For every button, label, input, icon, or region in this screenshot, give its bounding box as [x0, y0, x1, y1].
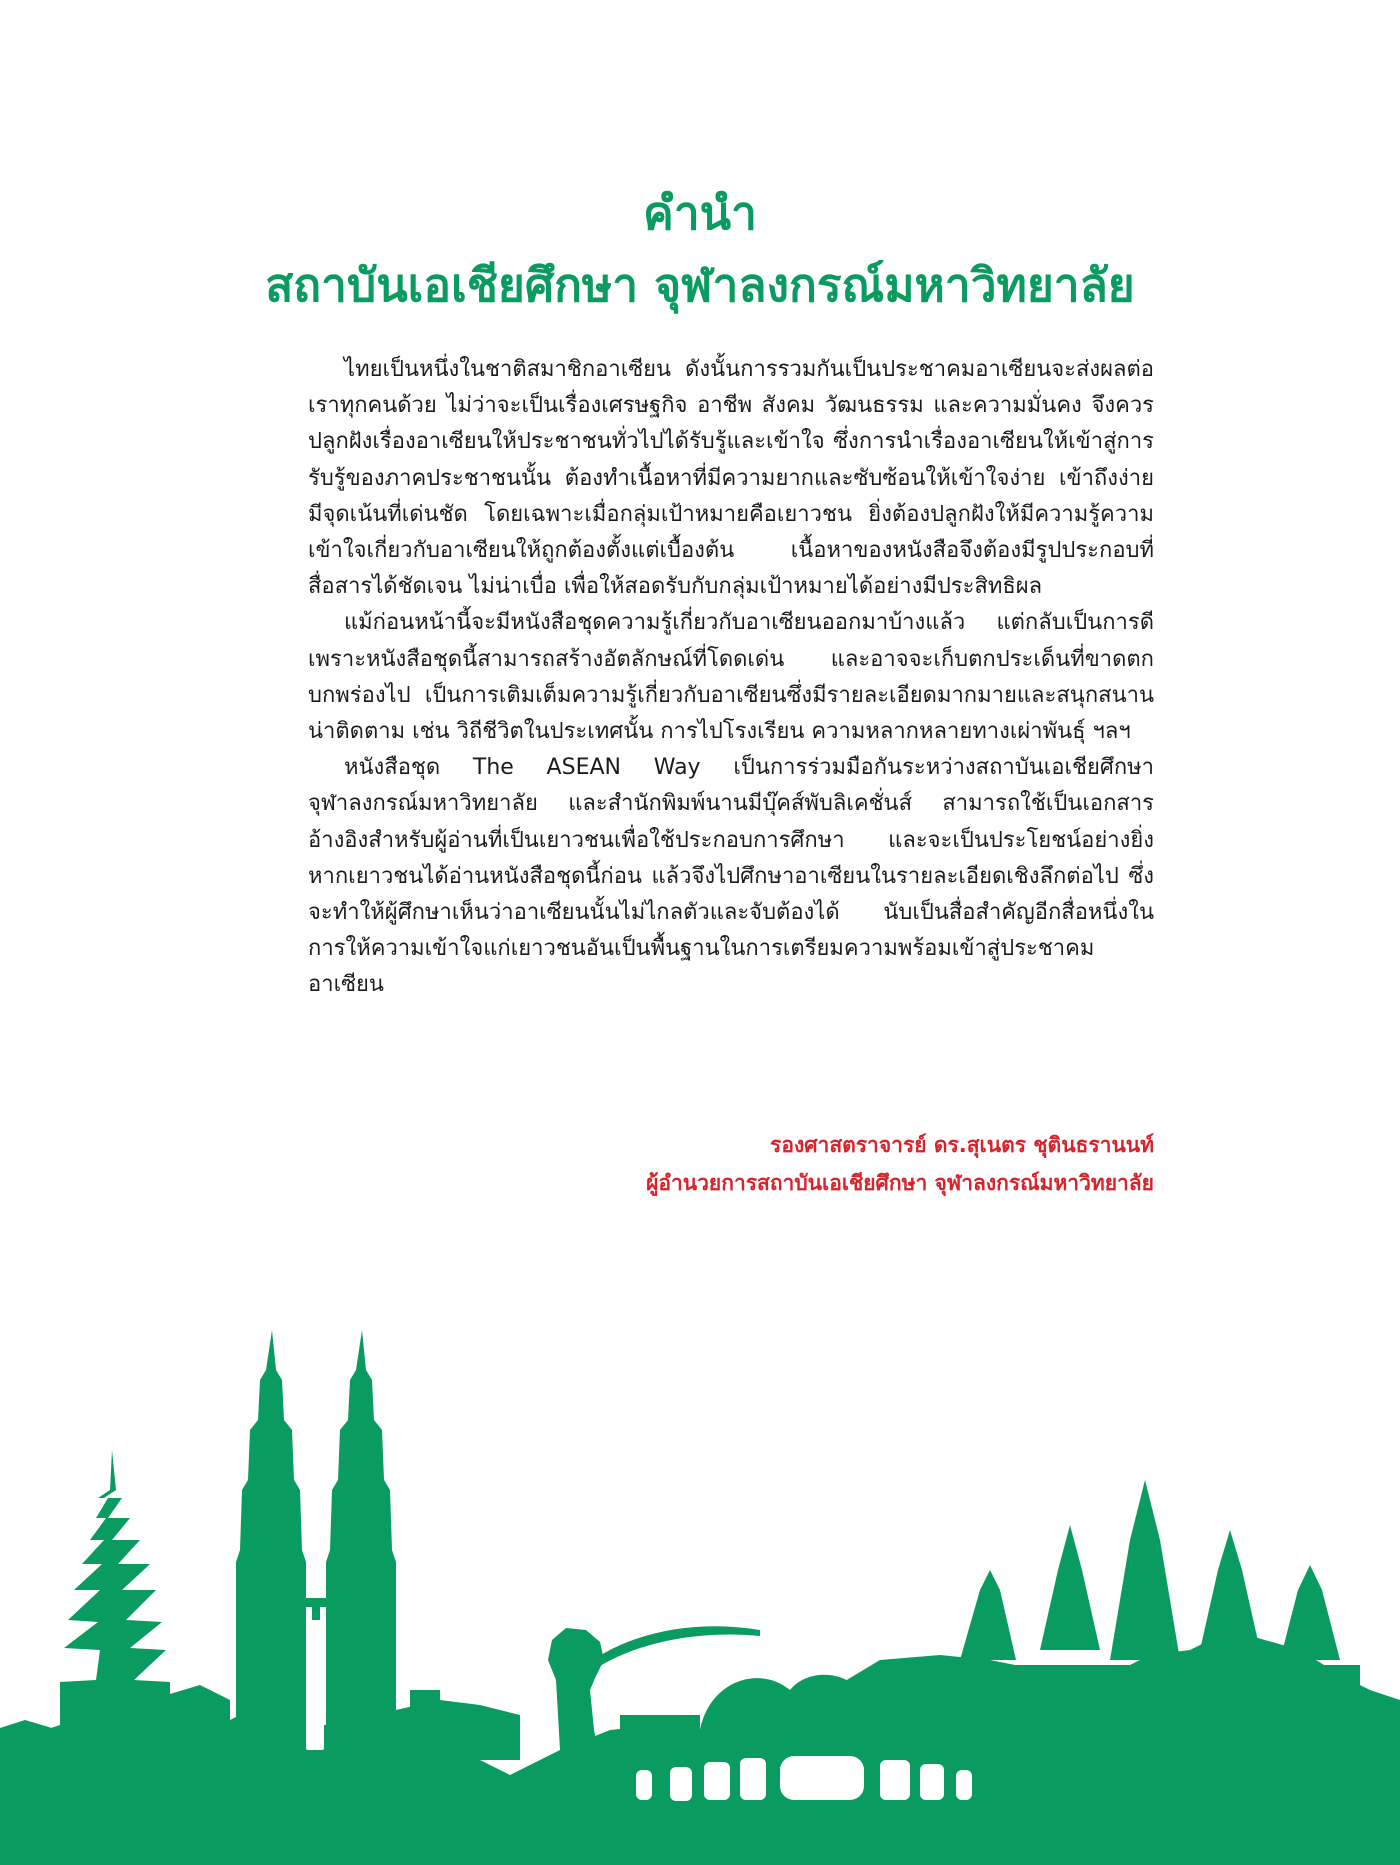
foreword-body [308, 352, 1154, 1004]
page-subtitle: สถาบันเอเชียศึกษา จุฬาลงกรณ์มหาวิทยาลัย [265, 258, 1135, 312]
page-title: คำนำ [643, 186, 757, 240]
signature-position: ผู้อำนวยการสถาบันเอเชียศึกษา จุฬาลงกรณ์มหาวิทยาลัย [646, 1171, 1154, 1195]
paragraph-1: ไทยเป็นหนึ่งในชาติสมาชิกอาเซียน ดังนั้นการรวมกันเป็นประชาคมอาเซียนจะส่งผลต่อเราทุกคนด้วย ไม่ว่าจะเป็นเรื่องเศรษฐกิจ อาชีพ สังคม วัฒนธรรม และความมั่นคง จึงควรปลูกฝังเรื่องอาเซียนให้ประชาชนทั่วไปได้รับรู้และเข้าใจ ซึ่งการนำเรื่องอาเซียนให้เข้าสู่การรับรู้ของภาคประชาชนนั้น ต้องทำเนื้อหาที่มีความยากและซับซ้อนให้เข้าใจง่าย เข้าถึงง่าย มีจุดเน้นที่เด่นชัด โดยเฉพาะเมื่อกลุ่มเป้าหมายคือเยาวชน ยิ่งต้องปลูกฝังให้มีความรู้ความเข้าใจเกี่ยวกับอาเซียนให้ถูกต้องตั้งแต่เบื้องต้น เนื้อหาของหนังสือจึงต้องมีรูปประกอบที่สื่อสารได้ชัดเจน ไม่น่าเบื่อ เพื่อให้สอดรับกับกลุ่มเป้าหมายได้อย่างมีประสิทธิผล [308, 357, 1154, 600]
signature-name: รองศาสตราจารย์ ดร.สุเนตร ชุตินธรานนท์ [770, 1133, 1154, 1157]
paragraph-3: หนังสือชุด The ASEAN Way เป็นการร่วมมือกันระหว่างสถาบันเอเชียศึกษา จุฬาลงกรณ์มหาวิทยาลัย และสำนักพิมพ์นานมีบุ๊คส์พับลิเคชั่นส์ สามารถใช้เป็นเอกสารอ้างอิงสำหรับผู้อ่านที่เป็นเยาวชนเพื่อใช้ประกอบการศึกษา และจะเป็นประโยชน์อย่างยิ่งหากเยาวชนได้อ่านหนังสือชุดนี้ก่อน แล้วจึงไปศึกษาอาเซียนในรายละเอียดเชิงลึกต่อไป ซึ่งจะทำให้ผู้ศึกษาเห็นว่าอาเซียนนั้นไม่ไกลตัวและจับต้องได้ นับเป็นสื่อสำคัญอีกสื่อหนึ่งในการให้ความเข้าใจแก่เยาวชนอันเป็นพื้นฐานในการเตรียมความพร้อมเข้าสู่ประชาคมอาเซียน [308, 755, 1154, 998]
signature-block [646, 1126, 1154, 1202]
asean-skyline-icon [0, 1330, 1400, 1865]
paragraph-2: แม้ก่อนหน้านี้จะมีหนังสือชุดความรู้เกี่ยวกับอาเซียนออกมาบ้างแล้ว แต่กลับเป็นการดีเพราะหนังสือชุดนี้สามารถสร้างอัตลักษณ์ที่โดดเด่น และอาจจะเก็บตกประเด็นที่ขาดตกบกพร่องไป เป็นการเติมเต็มความรู้เกี่ยวกับอาเซียนซึ่งมีรายละเอียดมากมายและสนุกสนานน่าติดตาม เช่น วิถีชีวิตในประเทศนั้น การไปโรงเรียน ความหลากหลายทางเผ่าพันธุ์ ฯลฯ [308, 610, 1154, 745]
